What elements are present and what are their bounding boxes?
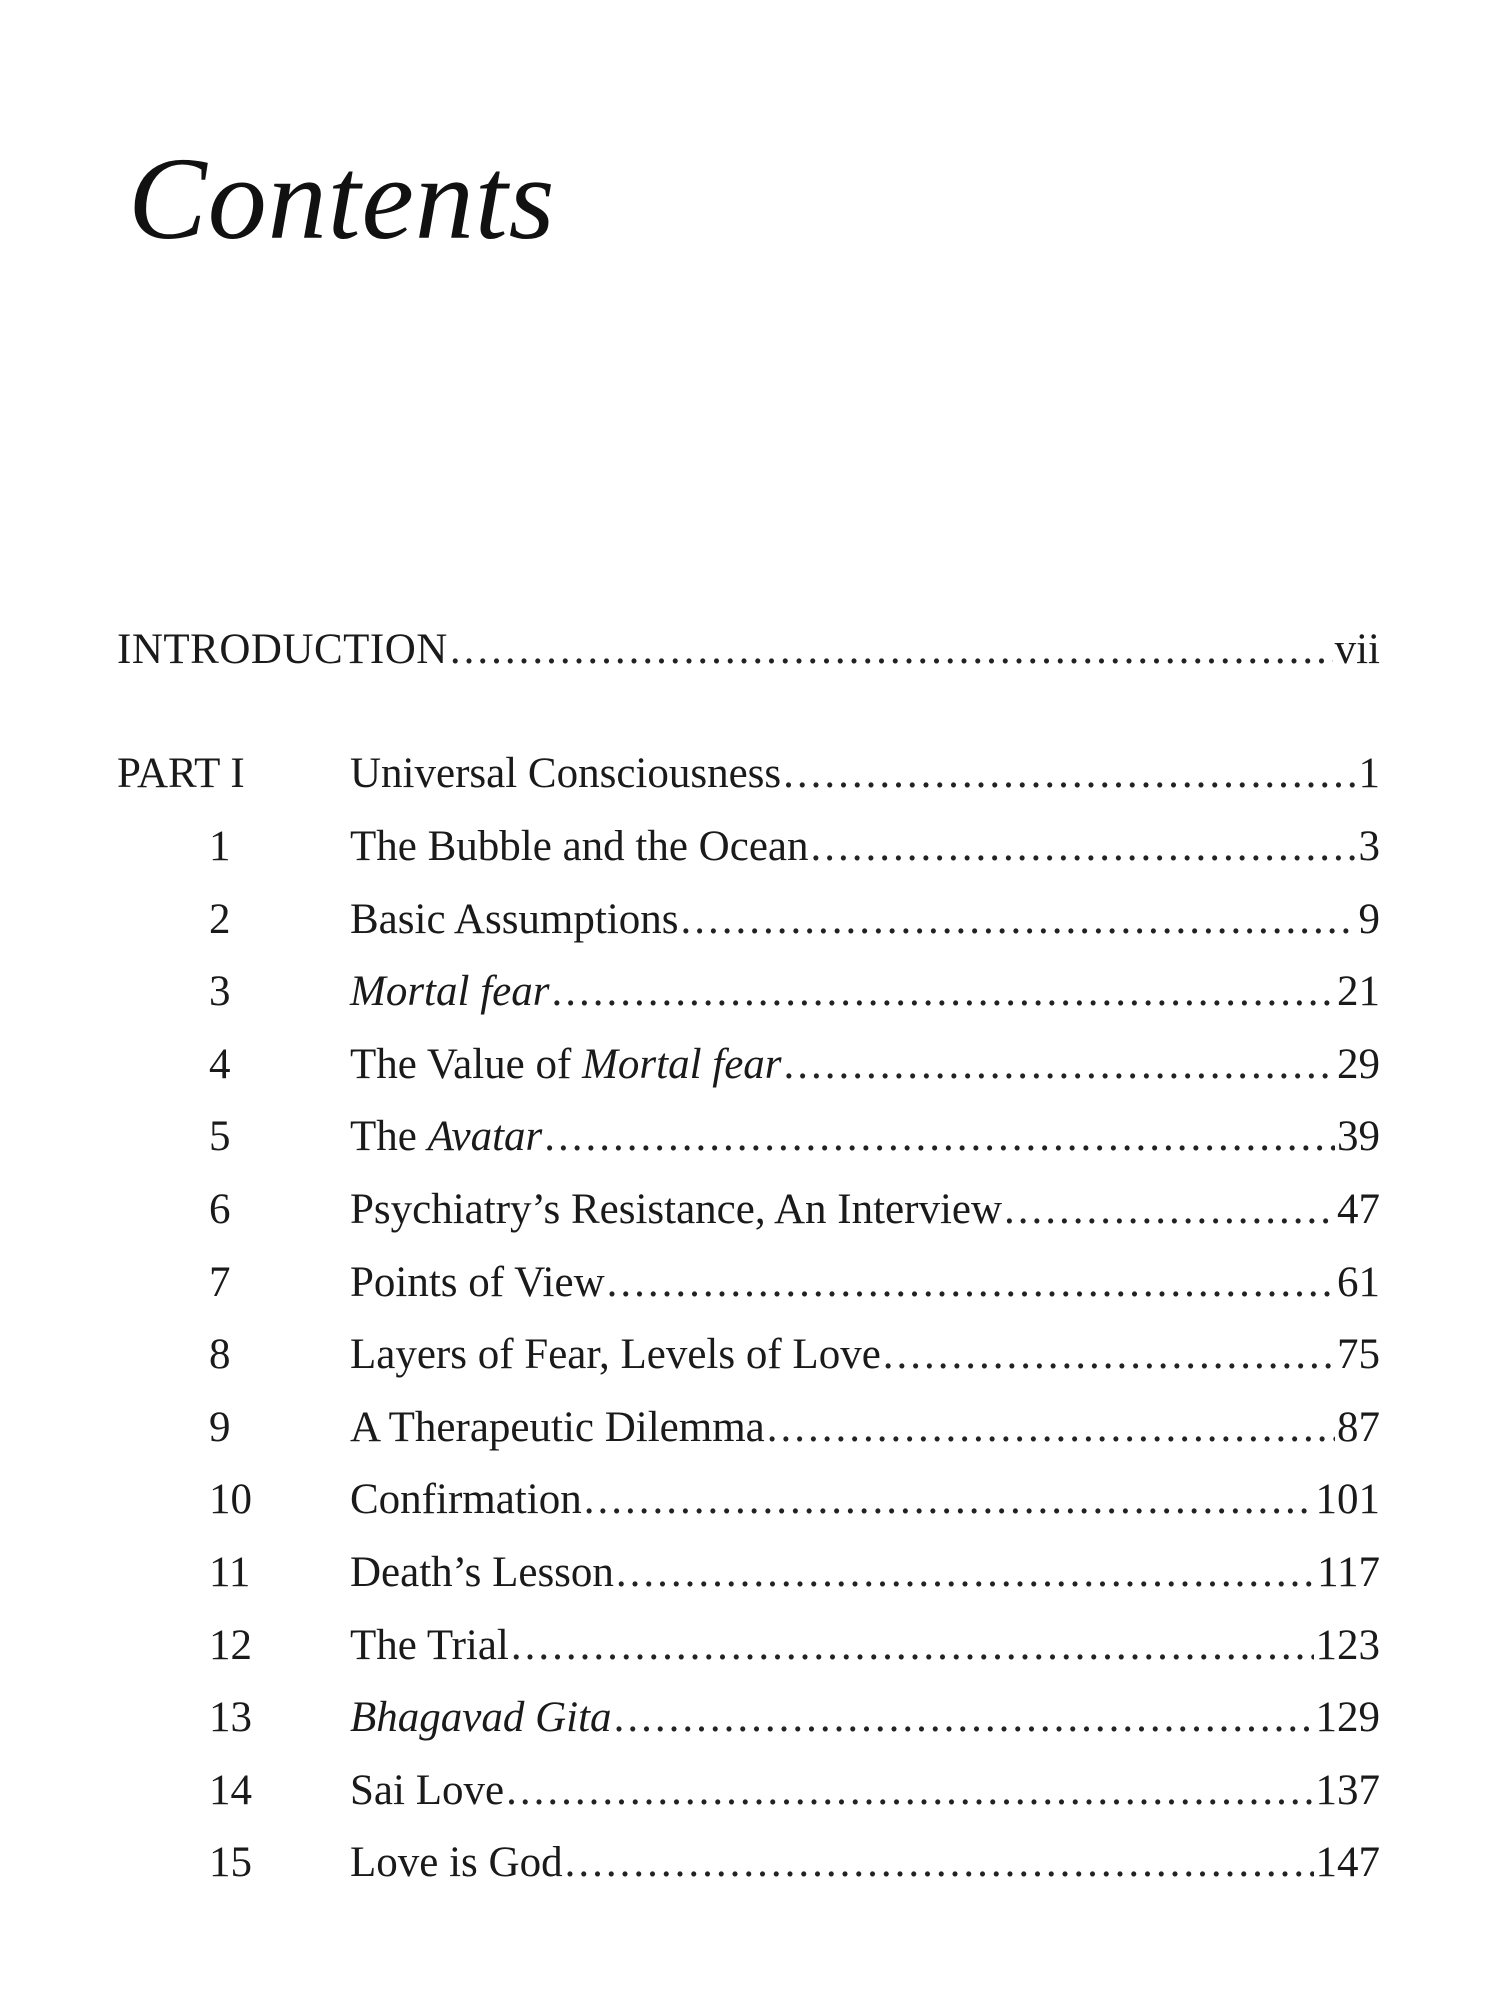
- dot-leader: [883, 1323, 1335, 1387]
- toc-page-number: 47: [1337, 1186, 1380, 1233]
- toc-entry-part-1[interactable]: [117, 742, 1380, 806]
- dot-leader: [616, 1541, 1315, 1605]
- dot-leader: [811, 815, 1357, 879]
- dot-leader: [767, 1396, 1335, 1460]
- toc-entry-chapter-7[interactable]: [117, 1251, 1380, 1315]
- toc-entry-title: A Therapeutic Dilemma: [350, 1404, 765, 1451]
- toc-page-number: 9: [1358, 896, 1380, 943]
- toc-entry-title: Sai Love: [350, 1767, 505, 1814]
- toc-entry-title: Basic Assumptions: [350, 896, 679, 943]
- toc-entry-title: Points of View: [350, 1259, 605, 1306]
- toc-entry-chapter-13[interactable]: [117, 1686, 1380, 1750]
- chapter-number: 15: [209, 1839, 252, 1886]
- dot-leader: [784, 1033, 1335, 1097]
- toc-entry-introduction[interactable]: [117, 618, 1380, 682]
- toc-entry-title: The Trial: [350, 1622, 509, 1669]
- toc-page-number: 147: [1315, 1839, 1380, 1886]
- toc-entry-chapter-9[interactable]: [117, 1396, 1380, 1460]
- title-italic-text: Bhagavad Gita: [350, 1694, 612, 1741]
- chapter-number: 11: [209, 1549, 251, 1596]
- title-text: The: [350, 1113, 428, 1160]
- toc-entry-chapter-1[interactable]: [117, 815, 1380, 879]
- dot-leader: [614, 1686, 1314, 1750]
- toc-entry-chapter-2[interactable]: [117, 888, 1380, 952]
- toc-page-number: 61: [1337, 1259, 1380, 1306]
- toc-entry-chapter-4[interactable]: [117, 1033, 1380, 1097]
- toc-entry-chapter-6[interactable]: [117, 1178, 1380, 1242]
- chapter-number: 6: [209, 1186, 231, 1233]
- toc-entry-chapter-15[interactable]: [117, 1831, 1380, 1895]
- toc-page-number: 137: [1315, 1767, 1380, 1814]
- chapter-number: 5: [209, 1113, 231, 1160]
- title-italic-text: Mortal fear: [350, 968, 550, 1015]
- chapter-number: 14: [209, 1767, 252, 1814]
- toc-page-number: 29: [1337, 1041, 1380, 1088]
- dot-leader: [681, 888, 1357, 952]
- toc-entry-title: Layers of Fear, Levels of Love: [350, 1331, 881, 1378]
- chapter-number: 8: [209, 1331, 231, 1378]
- toc-entry-title: [350, 960, 549, 1024]
- toc-entry-chapter-8[interactable]: [117, 1323, 1380, 1387]
- chapter-number: 12: [209, 1622, 252, 1669]
- toc-page-number: 129: [1315, 1694, 1380, 1741]
- chapter-number: 1: [209, 823, 231, 870]
- toc-entry-title: Confirmation: [350, 1476, 582, 1523]
- toc-entry-title: Universal Consciousness: [350, 750, 782, 797]
- toc-entry-title: Death’s Lesson: [350, 1549, 614, 1596]
- toc-entry-chapter-5[interactable]: [117, 1105, 1380, 1169]
- toc-entry-title: [350, 1033, 782, 1097]
- toc-entry-title: Love is God: [350, 1839, 563, 1886]
- dot-leader: [607, 1251, 1335, 1315]
- toc-page-number: 101: [1315, 1476, 1380, 1523]
- dot-leader: [1004, 1178, 1335, 1242]
- toc-entry-chapter-3[interactable]: [117, 960, 1380, 1024]
- part-label: PART I: [117, 750, 245, 797]
- chapter-number: 3: [209, 968, 231, 1015]
- toc-entry-chapter-10[interactable]: [117, 1468, 1380, 1532]
- dot-leader: [450, 618, 1333, 682]
- page-title: Contents: [128, 133, 556, 264]
- chapter-number: 2: [209, 896, 231, 943]
- toc-entry-title: [350, 1686, 612, 1750]
- chapter-number: 10: [209, 1476, 252, 1523]
- dot-leader: [511, 1614, 1314, 1678]
- toc-page-number: 87: [1337, 1404, 1380, 1451]
- chapter-number: 4: [209, 1041, 231, 1088]
- toc-entry-title: INTRODUCTION: [117, 626, 448, 673]
- toc-page-number: 3: [1358, 823, 1380, 870]
- toc-entry-title: [350, 1105, 542, 1169]
- toc-entry-chapter-11[interactable]: [117, 1541, 1380, 1605]
- toc-page-number: 75: [1337, 1331, 1380, 1378]
- dot-leader: [584, 1468, 1314, 1532]
- chapter-number: 7: [209, 1259, 231, 1306]
- chapter-number: 13: [209, 1694, 252, 1741]
- toc-entry-chapter-14[interactable]: [117, 1759, 1380, 1823]
- dot-leader: [544, 1105, 1335, 1169]
- title-italic-text: Avatar: [427, 1113, 543, 1160]
- dot-leader: [506, 1759, 1313, 1823]
- title-italic-text: Mortal fear: [582, 1041, 782, 1088]
- toc-page-number: 123: [1315, 1622, 1380, 1669]
- dot-leader: [783, 742, 1356, 806]
- title-text: The Value of: [350, 1041, 583, 1088]
- toc-page-number: 1: [1358, 750, 1380, 797]
- toc-page-number: 21: [1337, 968, 1380, 1015]
- toc-entry-title: The Bubble and the Ocean: [350, 823, 809, 870]
- toc-page-number: vii: [1334, 626, 1380, 673]
- toc-page-number: 39: [1337, 1113, 1380, 1160]
- dot-leader: [551, 960, 1335, 1024]
- dot-leader: [565, 1831, 1314, 1895]
- chapter-number: 9: [209, 1404, 231, 1451]
- toc-page-number: 117: [1317, 1549, 1380, 1596]
- toc-entry-title: Psychiatry’s Resistance, An Interview: [350, 1186, 1003, 1233]
- toc-entry-chapter-12[interactable]: [117, 1614, 1380, 1678]
